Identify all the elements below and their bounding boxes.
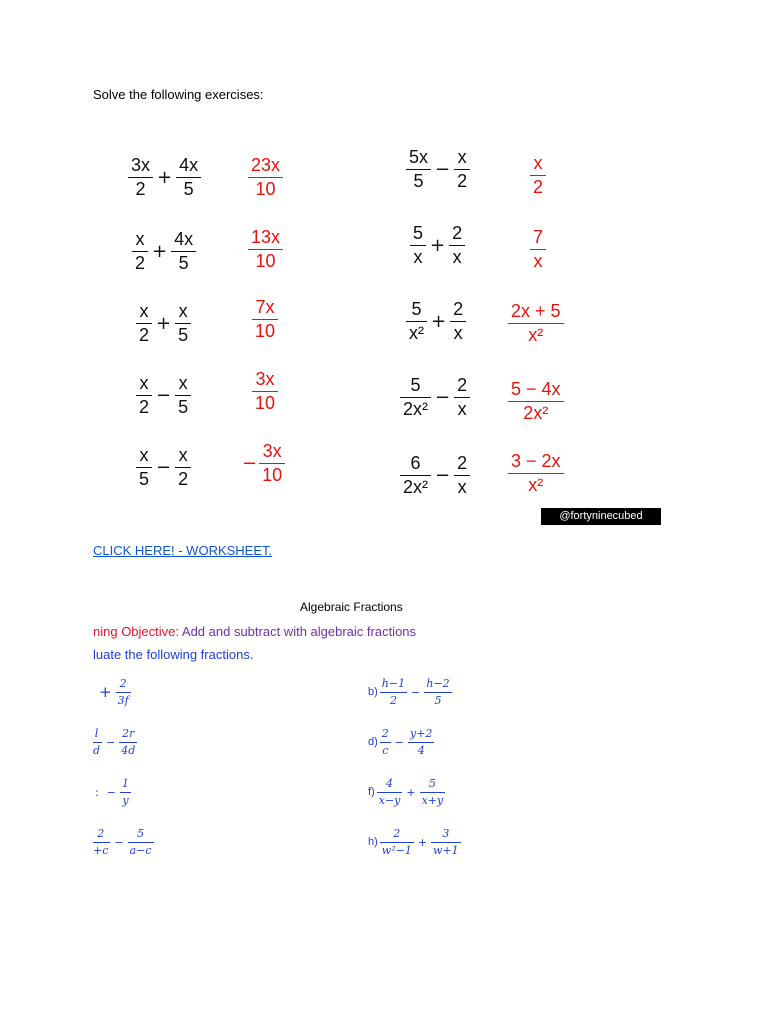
answer-left-2: $\frac{13x}{10}$ (248, 228, 283, 271)
answer-right-2: $\frac{7}{x}$ (530, 228, 546, 271)
answer-right-5: $\frac{3 - 2x}{\text{x²}}$ (508, 452, 564, 495)
answer-right-3: $\frac{2x + 5}{\text{x²}}$ (508, 302, 564, 345)
problem-left-4: $\frac{2}{+c}$ − $\frac{5}{a-c}$ (93, 827, 152, 857)
fraction: $\frac{4x}{5}$ (176, 156, 201, 199)
answer-right-1: $\frac{x}{2}$ (530, 154, 546, 197)
answer-left-4: $\frac{3x}{10}$ (252, 370, 278, 413)
problem-left-1: + $\frac{2}{3f}$ (99, 677, 129, 707)
problem-d: d) $\frac{2}{c}$ − $\frac{y+2}{4}$ (368, 727, 433, 757)
learning-objective (93, 624, 416, 639)
fraction: $\frac{3x}{2}$ (128, 156, 153, 199)
answer-left-5: − $\frac{3x}{10}$ (242, 442, 285, 485)
problem-b: b) $\frac{h-1}{2}$ − $\frac{h-2}{5}$ (368, 677, 450, 707)
problem-left-3: : − $\frac{1}{y}$ (95, 777, 129, 807)
worksheet-title: Algebraic Fractions (300, 600, 403, 614)
exercise-right-5: $\frac{6}{\text{2x²}}$ − $\frac{2}{x}$ (400, 454, 470, 497)
exercise-right-3: $\frac{5}{\text{x²}}$ + $\frac{2}{x}$ (406, 300, 466, 343)
problem-f: f) $\frac{4}{x-y}$ + $\frac{5}{x+y}$ (368, 777, 444, 807)
exercise-right-1: $\frac{5x}{5}$ − $\frac{x}{2}$ (406, 148, 470, 191)
exercise-right-4: $\frac{5}{\text{2x²}}$ − $\frac{2}{x}$ (400, 376, 470, 419)
worksheet-link[interactable]: CLICK HERE! - WORKSHEET. (93, 543, 273, 558)
exercise-left-2: $\frac{x}{2}$ + $\frac{4x}{5}$ (132, 230, 196, 273)
watermark: @fortyninecubed (541, 508, 661, 525)
objective-text: Add and subtract with algebraic fractions (181, 624, 417, 639)
exercise-right-2: $\frac{5}{x}$ + $\frac{2}{x}$ (410, 224, 465, 267)
answer-left-3: $\frac{7x}{10}$ (252, 298, 278, 341)
exercise-left-3: $\frac{x}{2}$ + $\frac{x}{5}$ (136, 302, 191, 345)
worksheet-problems (93, 670, 693, 862)
exercise-left-4: $\frac{x}{2}$ − $\frac{x}{5}$ (136, 374, 191, 417)
exercise-left-5: $\frac{x}{5}$ − $\frac{x}{2}$ (136, 446, 191, 489)
objective-label: ning Objective: (93, 624, 179, 639)
worksheet-instruction: luate the following fractions. (93, 647, 254, 662)
answer-right-4: $\frac{5 - 4x}{\text{2x²}}$ (508, 380, 564, 423)
answer-left-1: $\frac{23x}{10}$ (248, 156, 283, 199)
instructions-text: Solve the following exercises: (93, 87, 264, 102)
exercise-left-1: $\frac{3x}{2}$ + $\frac{4x}{5}$ (128, 156, 201, 199)
problem-h: h) $\frac{2}{\text{w²−1}}$ + $\frac{3}{w+1}$ (368, 827, 459, 857)
problem-left-2: $\frac{l}{d}$ − $\frac{2r}{4d}$ (93, 727, 136, 757)
